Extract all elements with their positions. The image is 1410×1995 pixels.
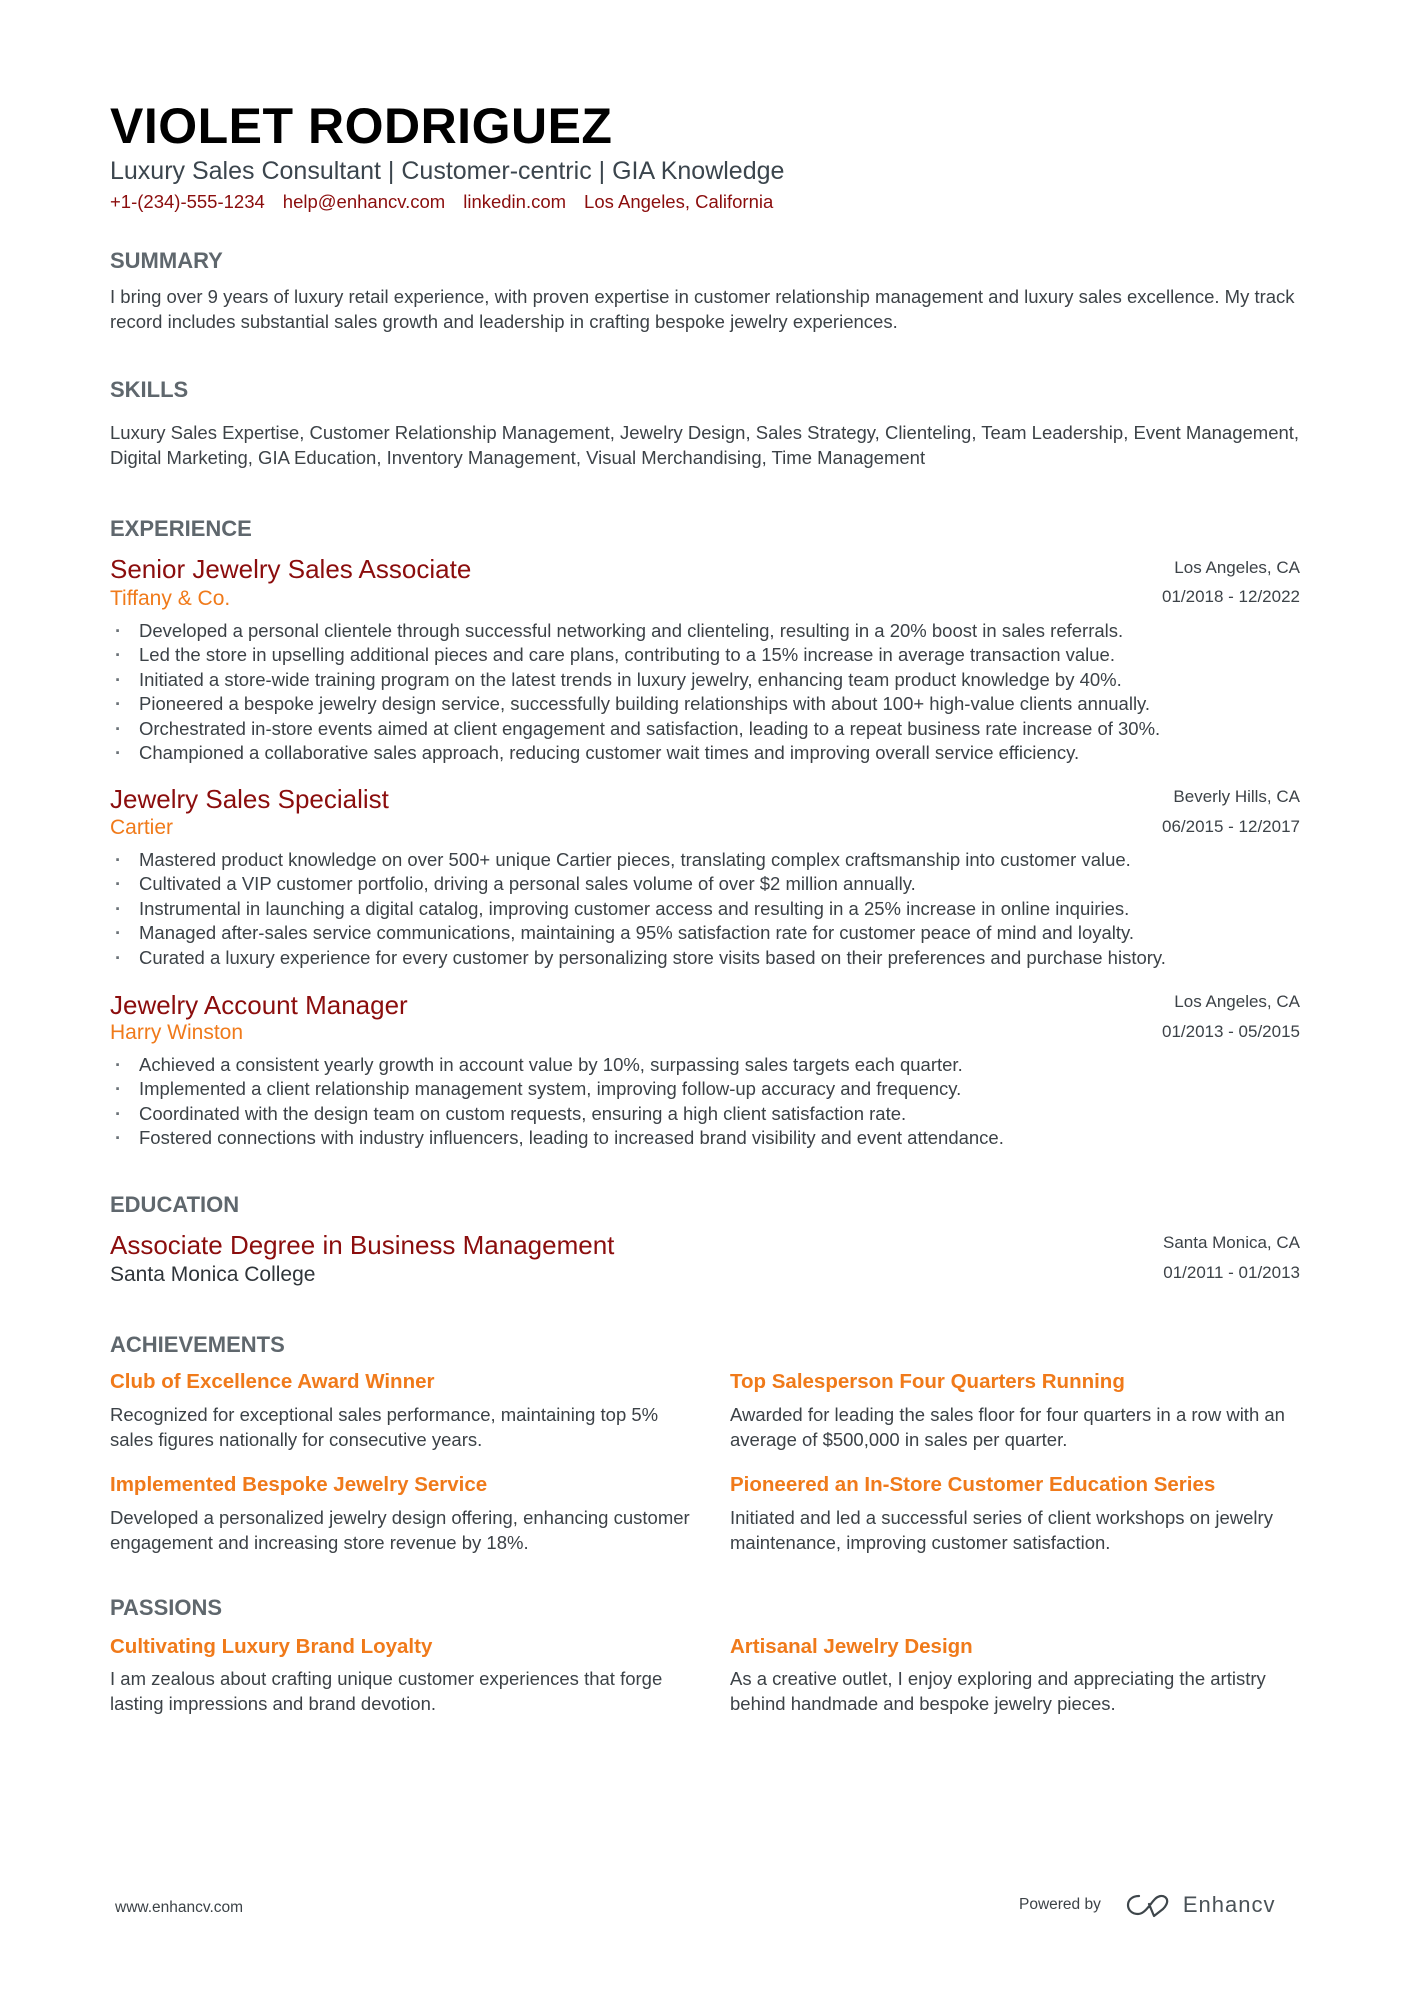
bullet-item: · Initiated a store-wide training program on the latest trends in luxury jewelry, enhancing team product knowledge by 40%. — [110, 668, 1160, 692]
bullet-item: · Mastered product knowledge on over 500+ unique Cartier pieces, translating complex craftsmanship into customer value. — [110, 848, 1166, 872]
job-title: Senior Jewelry Sales Associate — [110, 554, 472, 584]
passion-title: Artisanal Jewelry Design — [730, 1635, 973, 1658]
education-heading: EDUCATION — [110, 1192, 240, 1217]
bullet-item: · Pioneered a bespoke jewelry design service, successfully building relationships with about 100+ high-value clients annually. — [110, 692, 1160, 716]
company-name: Cartier — [110, 816, 174, 839]
job-title: Jewelry Sales Specialist — [110, 784, 389, 814]
passion-text: As a creative outlet, I enjoy exploring and appreciating the artistry behind handmade and bespoke jewelry pieces. — [730, 1668, 1266, 1714]
experience-heading: EXPERIENCE — [110, 516, 252, 541]
summary-text: I bring over 9 years of luxury retail experience, with proven expertise in customer relationship management and luxury sales excellence. My track record includes substantial sales growth and leadership in crafting bespoke jewelry experiences. — [110, 286, 1295, 332]
bullet-item: · Championed a collaborative sales approach, reducing customer wait times and improving overall service efficiency. — [110, 741, 1160, 765]
phone-link[interactable]: +1-(234)-555-1234 — [110, 191, 265, 212]
job-dates: 06/2015 - 12/2017 — [1161, 817, 1300, 836]
skills-heading: SKILLS — [110, 377, 189, 402]
footer-branding — [1019, 1892, 1275, 1918]
enhancv-logo[interactable] — [1125, 1892, 1276, 1918]
bullet-item: · Cultivated a VIP customer portfolio, driving a personal sales volume of over $2 million annually. — [110, 872, 1166, 896]
bullet-item: · Managed after-sales service communications, maintaining a 95% satisfaction rate for customer peace of mind and loyalty. — [110, 921, 1166, 945]
company-name: Tiffany & Co. — [110, 587, 231, 610]
company-name: Harry Winston — [110, 1021, 244, 1044]
job-location: Beverly Hills, CA — [1173, 787, 1300, 806]
achievement-text: Awarded for leading the sales floor for four quarters in a row with an average of $500,000 in sales per quarter. — [730, 1404, 1285, 1450]
education-dates: 01/2011 - 01/2013 — [1163, 1263, 1300, 1282]
bullet-item: · Achieved a consistent yearly growth in account value by 10%, surpassing sales targets each quarter. — [110, 1053, 1004, 1077]
degree-title: Associate Degree in Business Management — [110, 1230, 615, 1260]
enhancv-brand-name: Enhancv — [1182, 1892, 1276, 1917]
achievements-heading: ACHIEVEMENTS — [110, 1332, 285, 1357]
job-location: Los Angeles, CA — [1174, 992, 1300, 1011]
job-bullets — [110, 848, 1166, 970]
summary-heading: SUMMARY — [110, 248, 223, 273]
contact-info — [110, 190, 773, 214]
email-link[interactable]: help@enhancv.com — [282, 191, 446, 212]
candidate-name: VIOLET RODRIGUEZ — [110, 98, 613, 154]
job-dates: 01/2018 - 12/2022 — [1161, 587, 1300, 606]
bullet-item: · Led the store in upselling additional pieces and care plans, contributing to a 15% increase in average transaction value. — [110, 643, 1160, 667]
footer-website-link[interactable]: www.enhancv.com — [115, 1899, 244, 1916]
achievement-title: Pioneered an In-Store Customer Education Series — [730, 1473, 1216, 1496]
passion-title: Cultivating Luxury Brand Loyalty — [110, 1635, 433, 1658]
achievement-title: Implemented Bespoke Jewelry Service — [110, 1473, 488, 1496]
job-dates: 01/2013 - 05/2015 — [1161, 1022, 1300, 1041]
location-text: Los Angeles, California — [584, 191, 774, 212]
job-bullets — [110, 1053, 1004, 1151]
achievement-text: Developed a personalized jewelry design offering, enhancing customer engagement and increasing store revenue by 18%. — [110, 1507, 690, 1553]
bullet-item: · Coordinated with the design team on custom requests, ensuring a high client satisfaction rate. — [110, 1102, 1004, 1126]
bullet-item: · Developed a personal clientele through successful networking and clienteling, resulting in a 20% boost in sales referrals. — [110, 619, 1160, 643]
achievement-title: Top Salesperson Four Quarters Running — [730, 1370, 1125, 1393]
passions-heading: PASSIONS — [110, 1595, 223, 1620]
achievement-text: Initiated and led a successful series of client workshops on jewelry maintenance, improving customer satisfaction. — [730, 1507, 1273, 1553]
job-title: Jewelry Account Manager — [110, 990, 408, 1020]
school-name: Santa Monica College — [110, 1263, 316, 1286]
linkedin-link[interactable]: linkedin.com — [463, 191, 567, 212]
passion-text: I am zealous about crafting unique customer experiences that forge lasting impressions and brand devotion. — [110, 1668, 663, 1714]
bullet-item: · Implemented a client relationship management system, improving follow-up accuracy and frequency. — [110, 1077, 1004, 1101]
bullet-item: · Orchestrated in-store events aimed at client engagement and satisfaction, leading to a repeat business rate increase of 30%. — [110, 717, 1160, 741]
job-bullets — [110, 619, 1160, 765]
candidate-headline: Luxury Sales Consultant | Customer-centric | GIA Knowledge — [110, 157, 785, 185]
skills-text: Luxury Sales Expertise, Customer Relationship Management, Jewelry Design, Sales Strategy, Clienteling, Team Leadership, Event Management, Digital Marketing, GIA Education, Inventory Management, Visual Merchandising, Time Management — [110, 422, 1300, 468]
education-location: Santa Monica, CA — [1162, 1233, 1300, 1252]
achievement-title: Club of Excellence Award Winner — [110, 1370, 435, 1393]
achievement-text: Recognized for exceptional sales performance, maintaining top 5% sales figures nationally for consecutive years. — [110, 1404, 659, 1450]
enhancv-logo-icon — [1125, 1892, 1171, 1918]
bullet-item: · Fostered connections with industry influencers, leading to increased brand visibility and event attendance. — [110, 1126, 1004, 1150]
bullet-item: · Instrumental in launching a digital catalog, improving customer access and resulting in a 25% increase in online inquiries. — [110, 897, 1166, 921]
powered-by-label: Powered by — [1019, 1896, 1101, 1913]
job-location: Los Angeles, CA — [1174, 558, 1300, 577]
bullet-item: · Curated a luxury experience for every customer by personalizing store visits based on their preferences and purchase history. — [110, 946, 1166, 970]
